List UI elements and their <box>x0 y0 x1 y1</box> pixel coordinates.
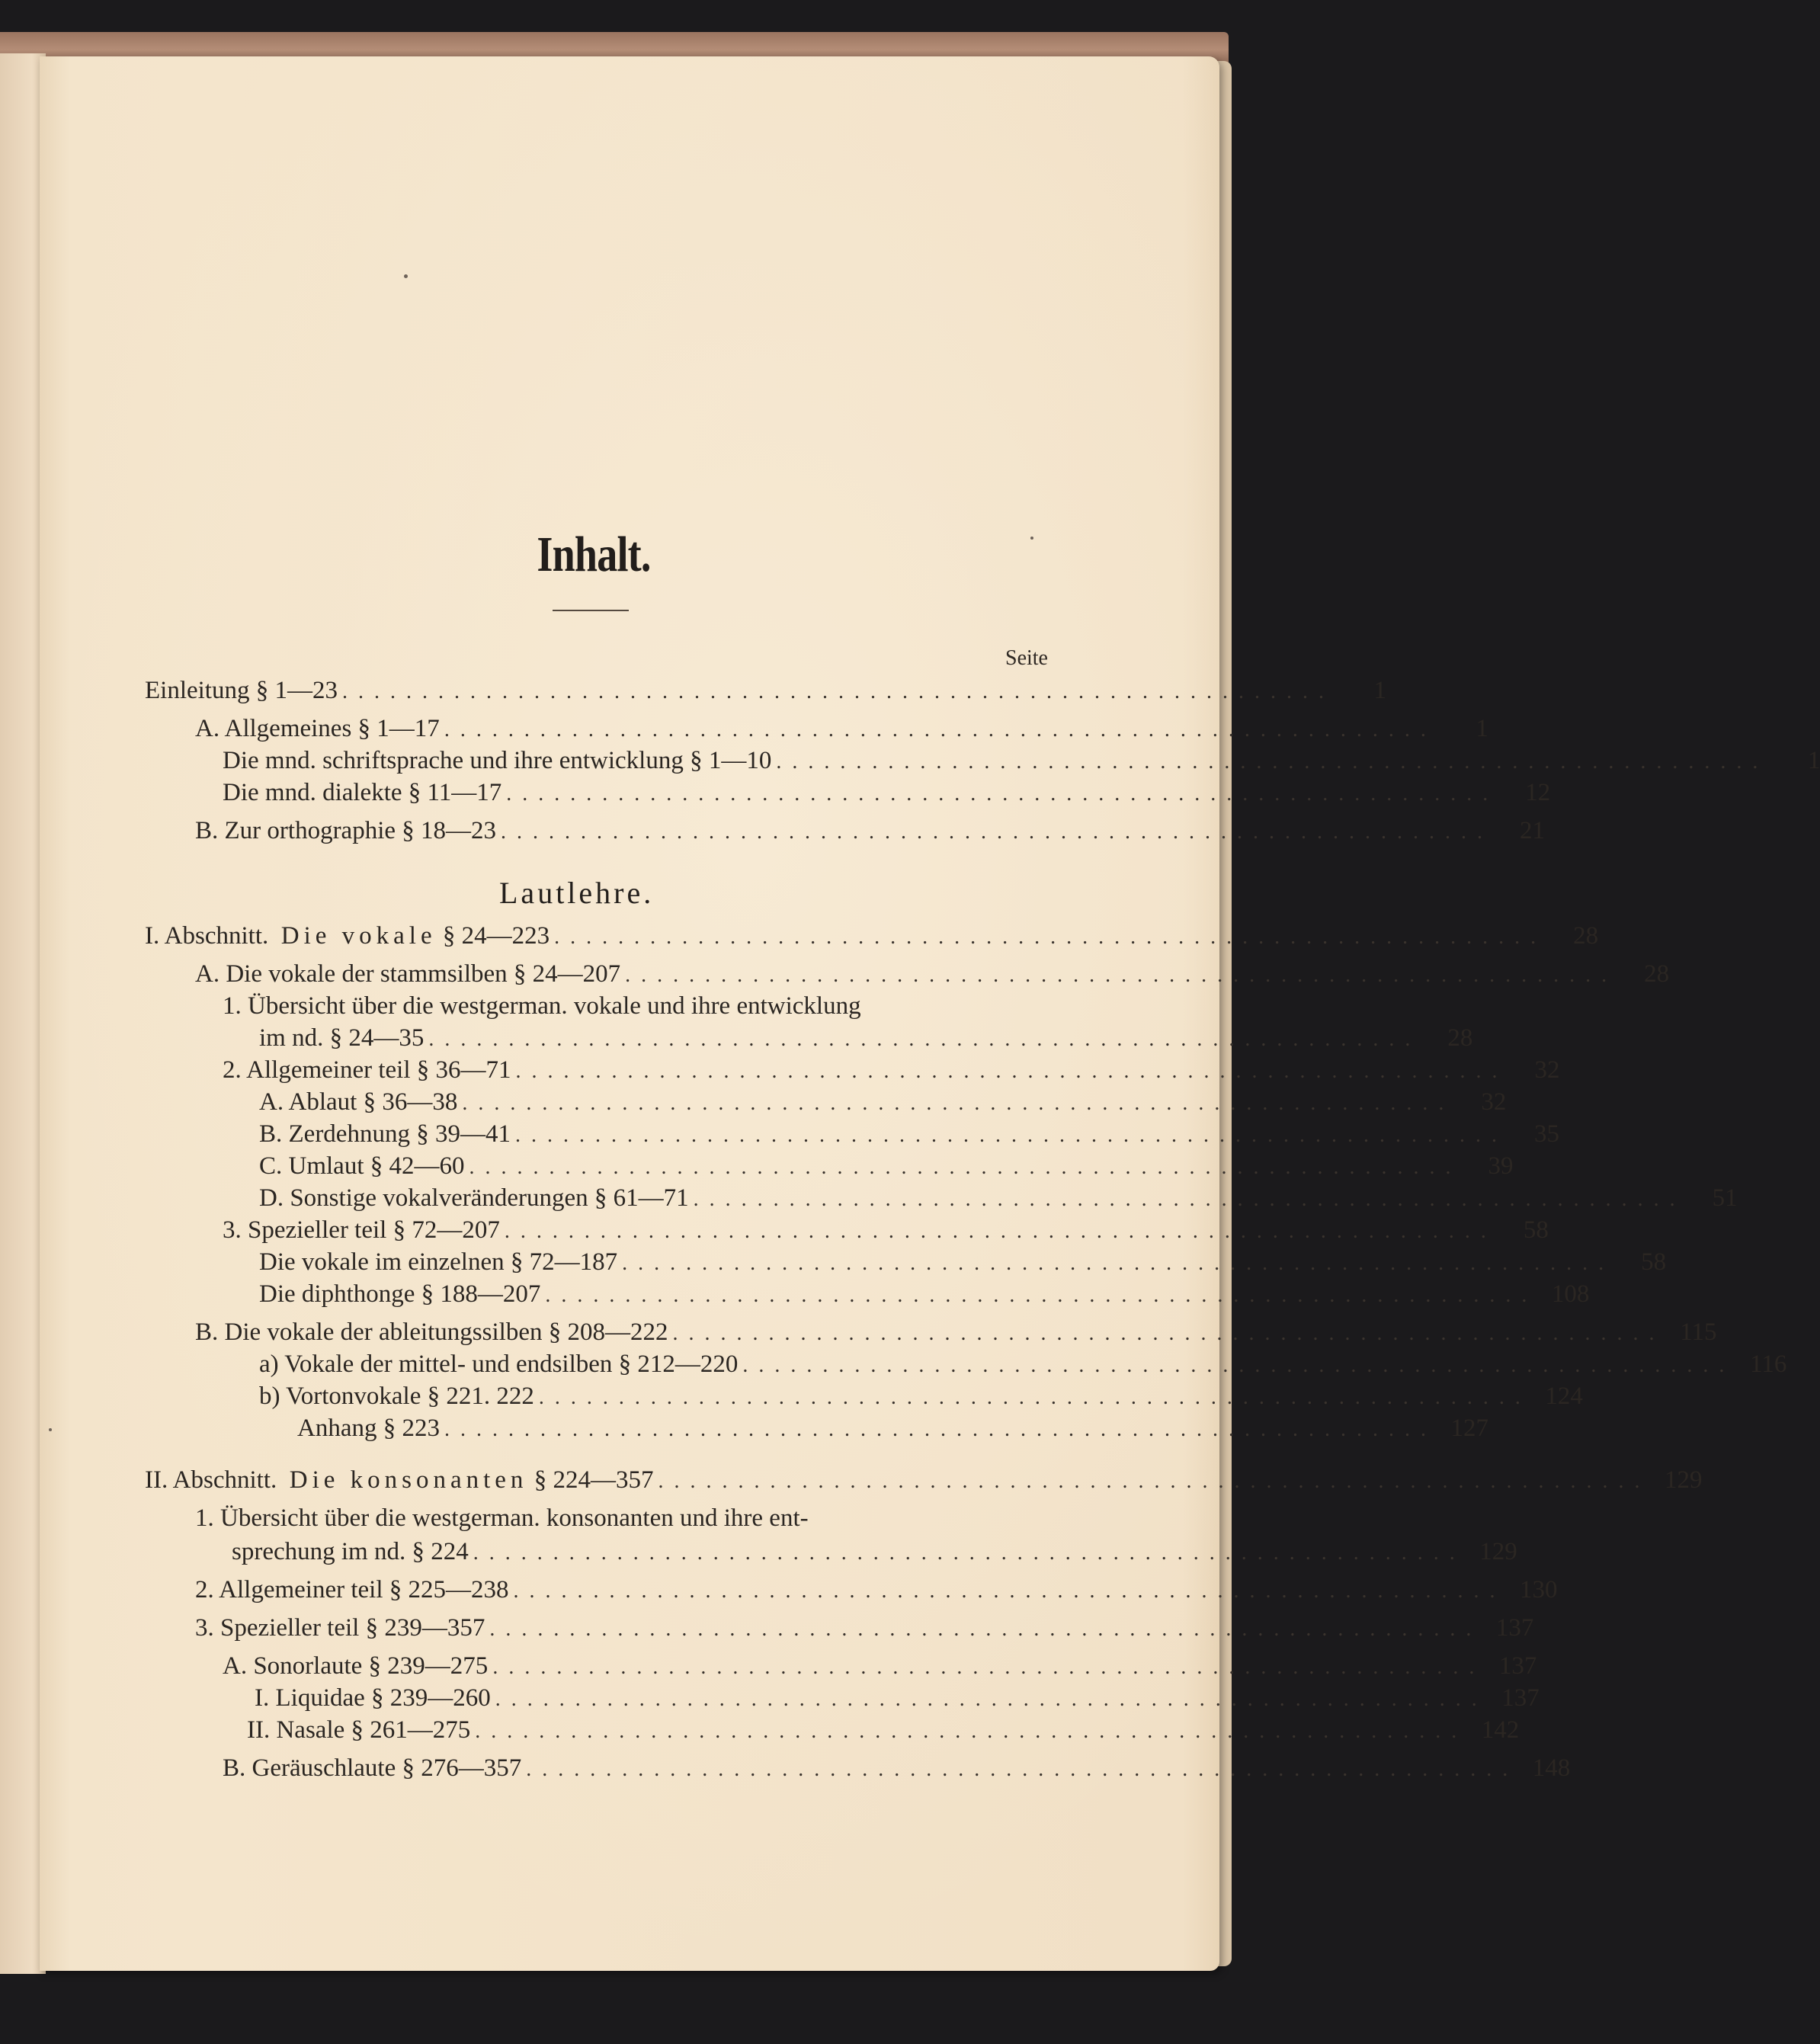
toc-entry: 2. Allgemeiner teil § 36—71 .............................................................. 32 <box>223 1056 1560 1084</box>
toc-entry: B. Zur orthographie § 18—23 .............................................................. 21 <box>195 817 1546 844</box>
toc-entry-continued: 1. Übersicht über die westgerman. vokale und ihre entwicklung <box>223 992 861 1020</box>
toc-entry: 2. Allgemeiner teil § 225—238 .............................................................. 130 <box>195 1576 1558 1603</box>
section-heading-lautlehre: Lautlehre. <box>499 876 655 910</box>
toc-entry: Die mnd. schriftsprache und ihre entwicklung § 1—10 .............................................................. 1 <box>223 747 1820 774</box>
toc-entry-abschnitt: II. Abschnitt. Die konsonanten § 224—357 .............................................................. 129 <box>145 1466 1703 1494</box>
toc-entry: Einleitung § 1—23 .............................................................. 1 <box>145 677 1386 704</box>
page-title: Inhalt. <box>537 527 651 582</box>
toc-entry: A. Die vokale der stammsilben § 24—207 .............................................................. 28 <box>195 960 1670 988</box>
toc-entry-abschnitt: I. Abschnitt. Die vokale § 24—223 .............................................................. 28 <box>145 922 1599 950</box>
toc-entry: C. Umlaut § 42—60 .............................................................. 39 <box>259 1152 1514 1180</box>
title-rule <box>553 610 629 611</box>
toc-entry: A. Ablaut § 36—38 .............................................................. 32 <box>259 1088 1507 1116</box>
left-page-edge <box>0 53 46 1974</box>
toc-entry: B. Zerdehnung § 39—41 .............................................................. 35 <box>259 1120 1559 1148</box>
page-column-label: Seite <box>1005 646 1048 670</box>
toc-entry: B. Die vokale der ableitungssilben § 208—222 .............................................................. 115 <box>195 1318 1717 1346</box>
toc-entry: b) Vortonvokale § 221. 222 .............................................................. 124 <box>259 1382 1583 1410</box>
toc-entry: D. Sonstige vokalveränderungen § 61—71 .............................................................. 51 <box>259 1184 1738 1212</box>
toc-entry: 3. Spezieller teil § 239—357 .............................................................. 137 <box>195 1614 1534 1642</box>
toc-entry: a) Vokale der mittel- und endsilben § 212—220 .............................................................. 116 <box>259 1350 1787 1378</box>
toc-entry: B. Geräuschlaute § 276—357 .............................................................. 148 <box>223 1754 1571 1782</box>
toc-entry: sprechung im nd. § 224 .............................................................. 129 <box>232 1538 1517 1565</box>
toc-entry: im nd. § 24—35 .............................................................. 28 <box>259 1024 1473 1052</box>
toc-entry: Die mnd. dialekte § 11—17 .............................................................. 12 <box>223 779 1551 806</box>
toc-entry: Die vokale im einzelnen § 72—187 .............................................................. 58 <box>259 1248 1667 1276</box>
toc-entry: A. Sonorlaute § 239—275 .............................................................. 137 <box>223 1652 1537 1680</box>
toc-entry: Die diphthonge § 188—207 .............................................................. 108 <box>259 1280 1590 1308</box>
toc-entry: II. Nasale § 261—275 .............................................................. 142 <box>247 1716 1520 1744</box>
toc-entry: 3. Spezieller teil § 72—207 .............................................................. 58 <box>223 1216 1549 1244</box>
toc-entry: A. Allgemeines § 1—17 .............................................................. 1 <box>195 715 1488 742</box>
toc-entry-continued: 1. Übersicht über die westgerman. konsonanten und ihre ent- <box>195 1504 809 1532</box>
toc-entry: I. Liquidae § 239—260 .............................................................. 137 <box>255 1684 1540 1712</box>
toc-entry: Anhang § 223 .............................................................. 127 <box>297 1414 1488 1442</box>
